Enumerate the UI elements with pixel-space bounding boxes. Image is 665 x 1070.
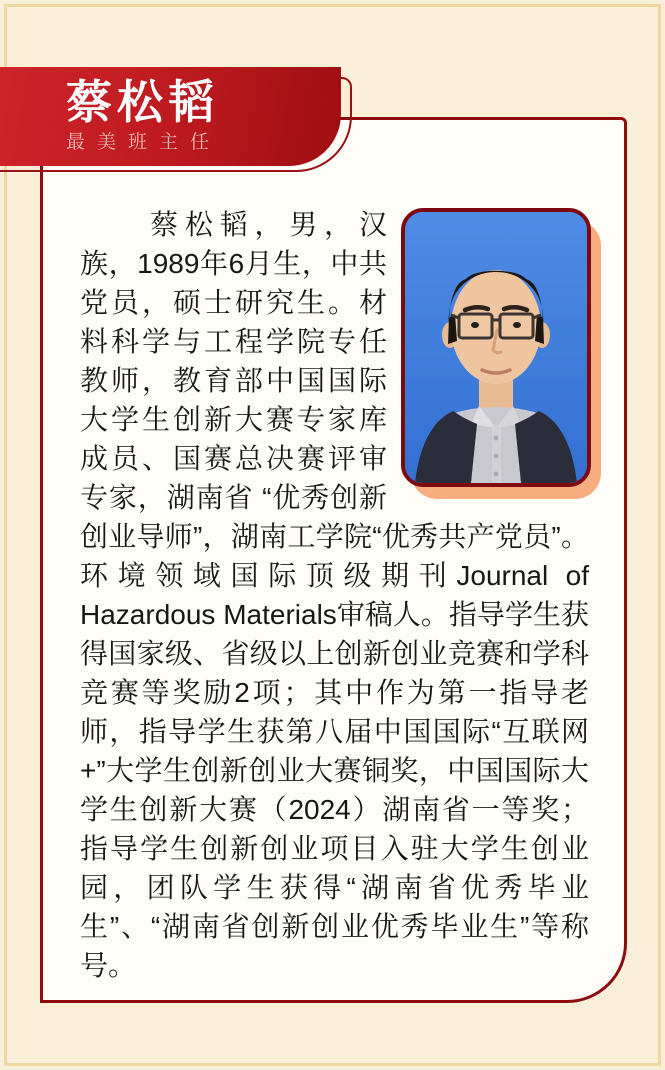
award-tagline: 最美班主任	[66, 132, 222, 153]
portrait-illustration	[405, 212, 587, 483]
portrait-image	[401, 208, 591, 487]
portrait-photo	[401, 208, 601, 499]
bio-text: 蔡松韬，男，汉族，1989年6月生，中共党员，硕士研究生。材料科学与工程学院专任教师，教育部中国国际大学生创新大赛专家库成员、国赛总决赛评审专家，湖南省 “优秀创新创业导师”，湖南工学院“优秀共产党员”。环境领域国际顶级期刊Journal of Hazardous Materials审稿人。指导学生获得国家级、省级以上创新创业竞赛和学科竞赛等奖励2项；其中作为第一指导老师，指导学生获第八届中国国际“互联网+”大学生创新创业大赛铜奖，中国国际大学生创新大赛（2024）湖南省一等奖；指导学生创新创业项目入驻大学生创业园，团队学生获得“湖南省优秀毕业生”、“湖南省创新创业优秀毕业生”等称号。	[80, 209, 589, 981]
bio-content	[40, 117, 627, 1003]
person-name: 蔡松韬	[66, 76, 219, 128]
